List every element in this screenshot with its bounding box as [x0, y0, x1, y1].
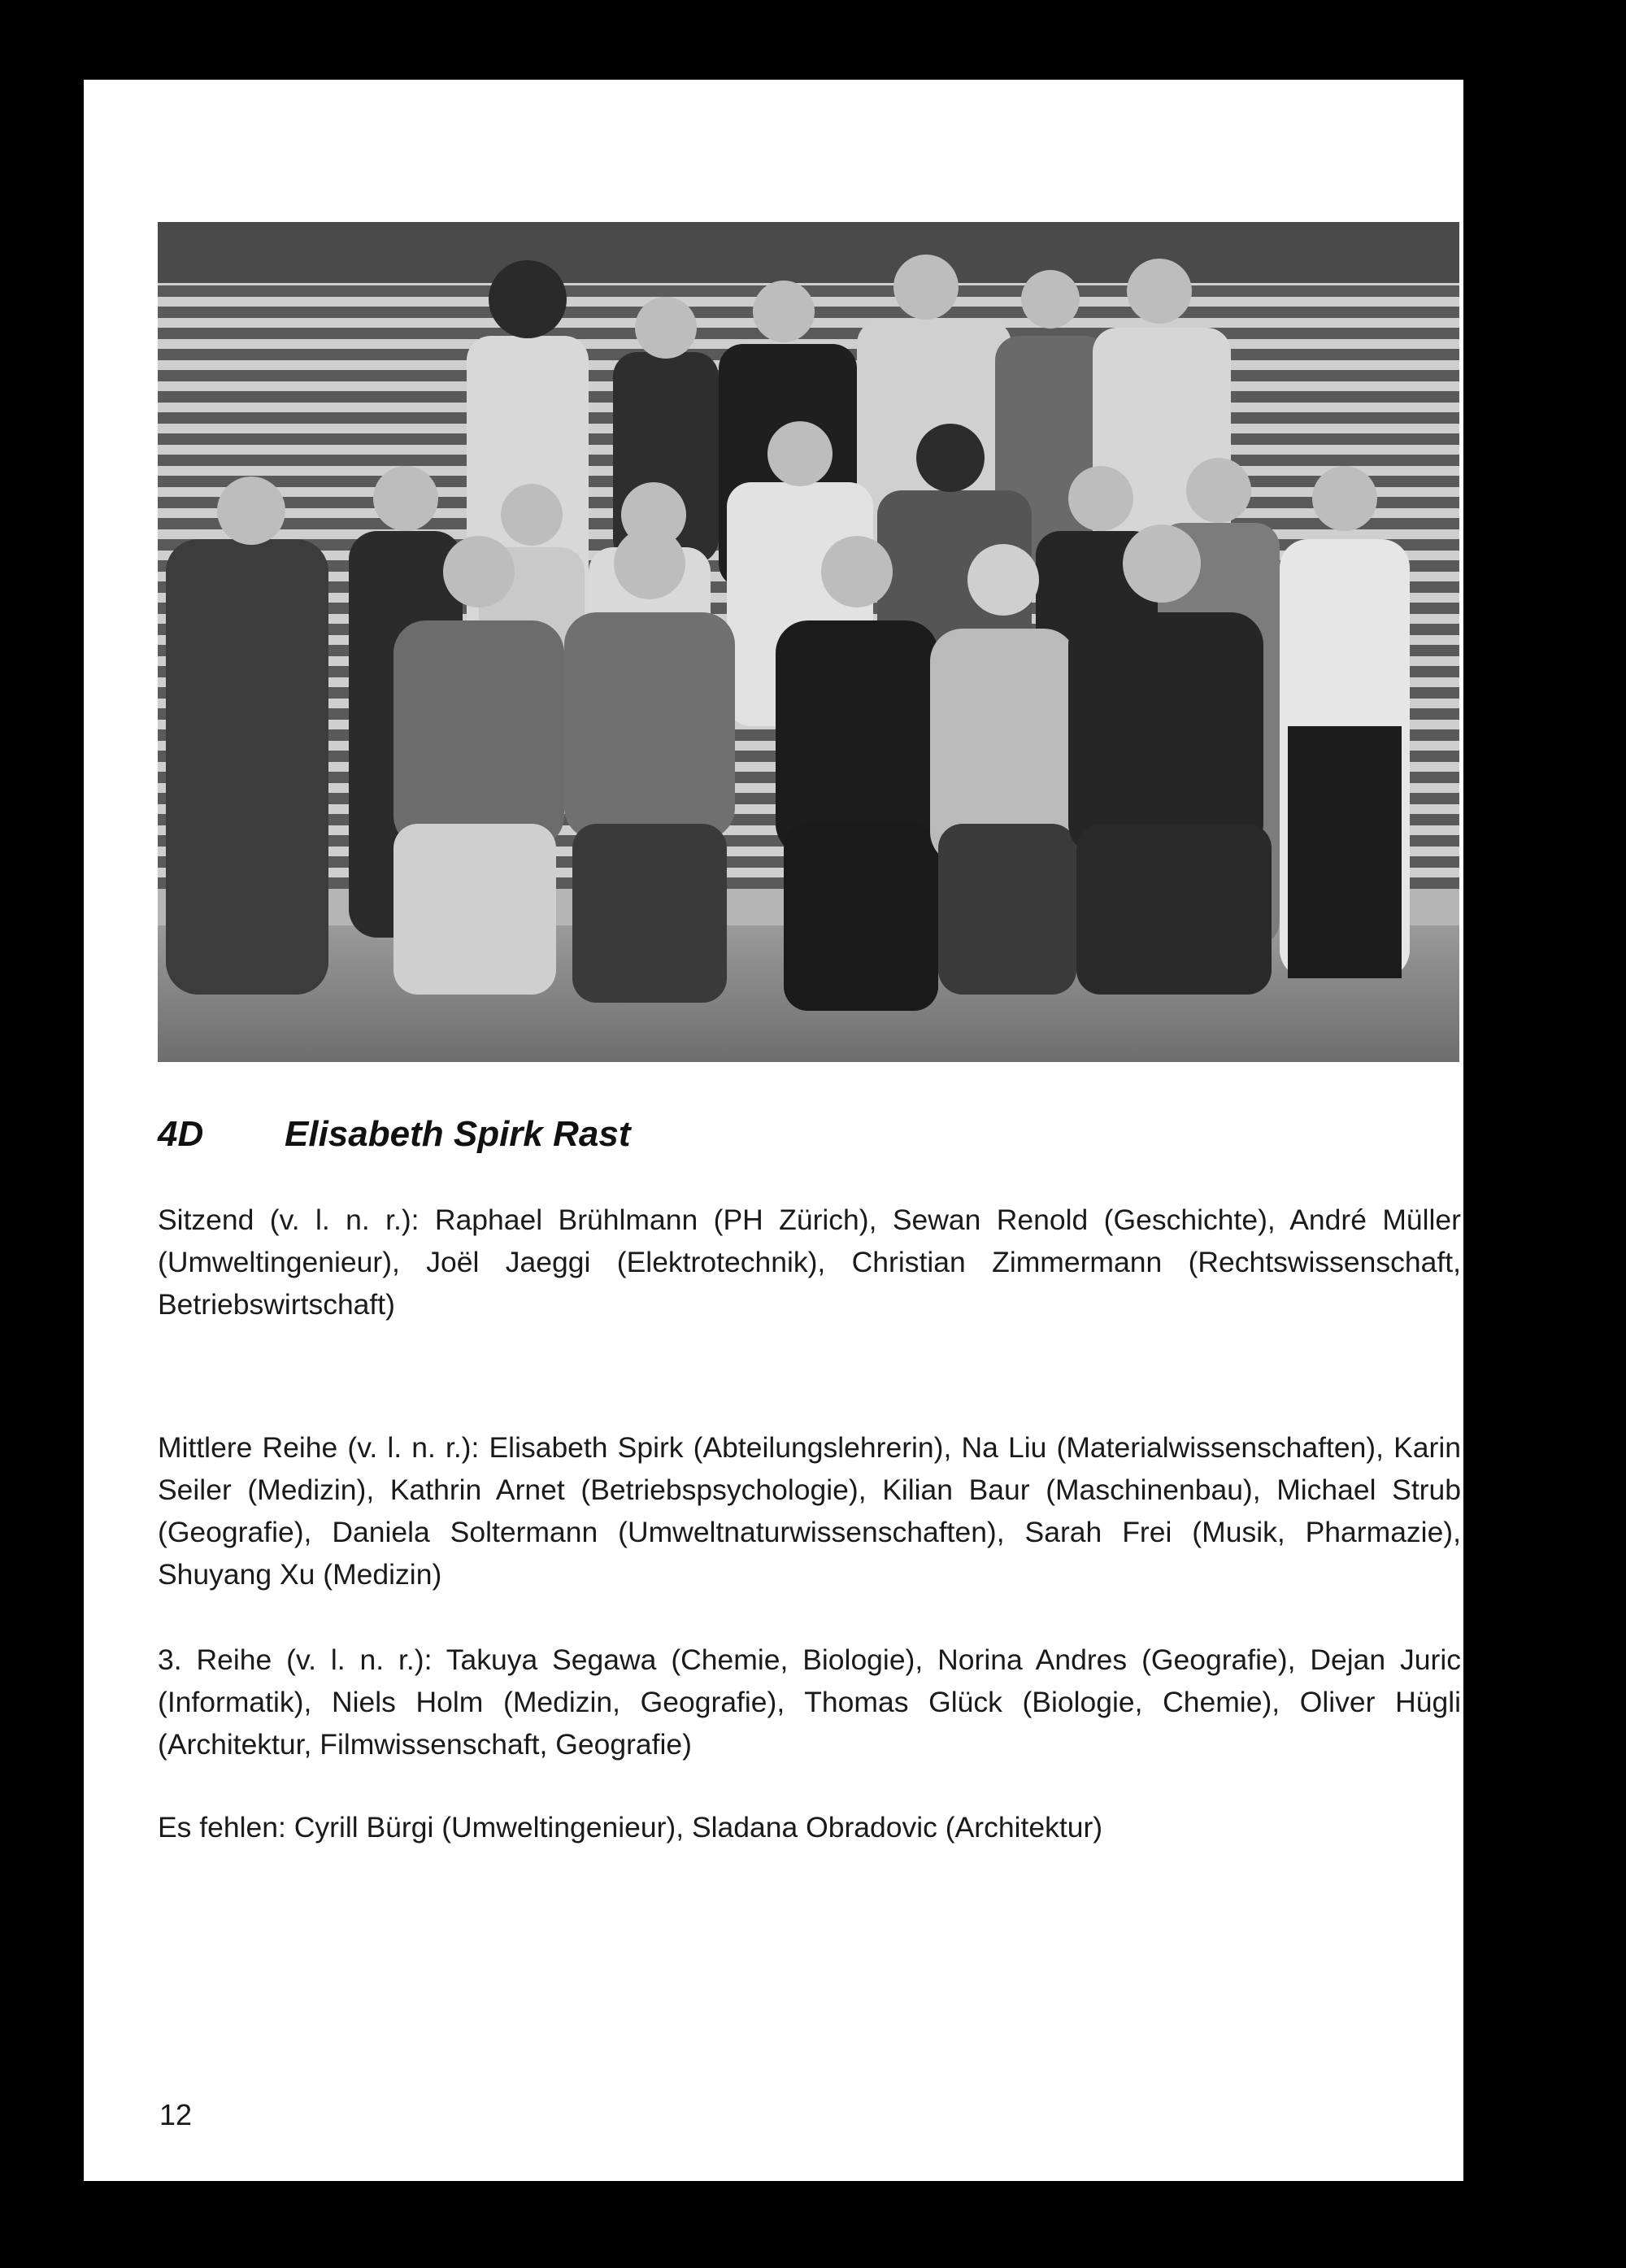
class-photo-image [158, 222, 1459, 1062]
teacher-name: Elisabeth Spirk Rast [285, 1114, 631, 1154]
class-code: 4D [158, 1114, 204, 1154]
page-number: 12 [159, 2098, 193, 2131]
missing-students-paragraph: Es fehlen: Cyrill Bürgi (Umweltingenieur), Sladana Obradovic (Architektur) [158, 1811, 1103, 1844]
middle-row-paragraph: Mittlere Reihe (v. l. n. r.): Elisabeth Spirk (Abteilungslehrerin), Na Liu (Materialwissenschaften), Karin Seiler (Medizin), Kathrin Arnet (Betriebspsychologie), Kilian Baur (Maschinenbau), Michael Strub (Geografie), Daniela Soltermann (Umweltnaturwissenschaften), Sarah Frei (Musik, Pharmazie), Shuyang Xu (Medizin) [158, 1431, 1461, 1591]
class-photo [158, 222, 1459, 1062]
class-heading [158, 1106, 1459, 1163]
seated-row-paragraph: Sitzend (v. l. n. r.): Raphael Brühlmann (PH Zürich), Sewan Renold (Geschichte), André Müller (Umweltingenieur), Joël Jaeggi (Elektrotechnik), Christian Zimmermann (Rechtswissenschaft, Betriebswirtschaft) [158, 1204, 1461, 1321]
third-row-paragraph: 3. Reihe (v. l. n. r.): Takuya Segawa (Chemie, Biologie), Norina Andres (Geografie), Dejan Juric (Informatik), Niels Holm (Medizin, Geografie), Thomas Glück (Biologie, Chemie), Oliver Hügli (Architektur, Filmwissenschaft, Geografie) [158, 1643, 1461, 1761]
document-page [84, 80, 1463, 2181]
